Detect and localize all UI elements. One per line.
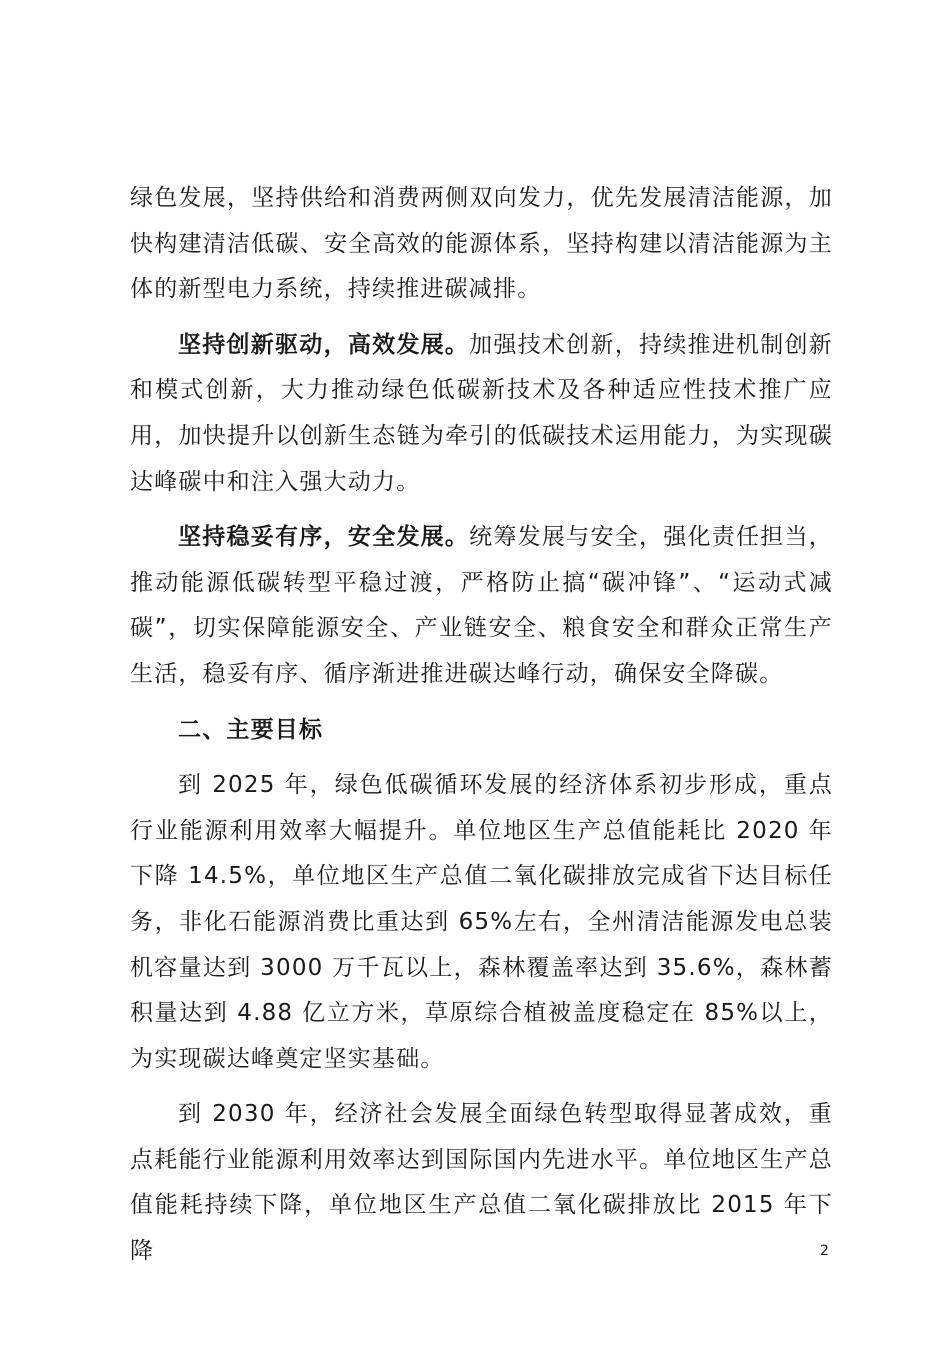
document-body bbox=[130, 176, 833, 1285]
paragraph-goal-2025 bbox=[130, 763, 833, 1082]
paragraph-green-development bbox=[130, 176, 833, 313]
paragraph-text: 统筹发展与安全，强化责任担当，推动能源低碳转型平稳过渡，严格防止搞“碳冲锋”、“运动式减碳”，切实保障能源安全、产业链安全、粮食安全和群众正常生产生活，稳妥有序、循序渐进推进碳达峰行动，确保安全降碳。 bbox=[130, 524, 833, 687]
paragraph-lead: 坚持创新驱动，高效发展。 bbox=[178, 331, 470, 358]
paragraph-text: 到 2030 年，经济社会发展全面绿色转型取得显著成效，重点耗能行业能源利用效率达到国际国内先进水平。单位地区生产总值能耗持续下降，单位地区生产总值二氧化碳排放比 2015 年下降 bbox=[130, 1101, 833, 1265]
paragraph-goal-2030 bbox=[130, 1092, 833, 1274]
page-number: 2 bbox=[820, 1243, 829, 1259]
paragraph-text: 到 2025 年，绿色低碳循环发展的经济体系初步形成，重点行业能源利用效率大幅提升。单位地区生产总值能耗比 2020 年下降 14.5%，单位地区生产总值二氧化碳排放完成省下达目标任务，非化石能源消费比重达到 65%左右，全州清洁能源发电总装机容量达到 3000 万千瓦以上，森林覆盖率达到 35.6%，森林蓄积量达到 4.88 亿立方米，草原综合植被盖度稳定在 85%以上，为实现碳达峰奠定坚实基础。 bbox=[130, 772, 833, 1072]
section-heading: 二、主要目标 bbox=[178, 716, 324, 743]
paragraph-text: 加强技术创新，持续推进机制创新和模式创新，大力推动绿色低碳新技术及各种适应性技术推广应用，加快提升以创新生态链为牵引的低碳技术运用能力，为实现碳达峰碳中和注入强大动力。 bbox=[130, 331, 833, 495]
paragraph-lead: 坚持稳妥有序，安全发展。 bbox=[178, 524, 470, 551]
paragraph-text: 绿色发展，坚持供给和消费两侧双向发力，优先发展清洁能源，加快构建清洁低碳、安全高效的能源体系，坚持构建以清洁能源为主体的新型电力系统，持续推进碳减排。 bbox=[130, 185, 833, 303]
paragraph-innovation bbox=[130, 323, 833, 505]
paragraph-safety bbox=[130, 515, 833, 697]
